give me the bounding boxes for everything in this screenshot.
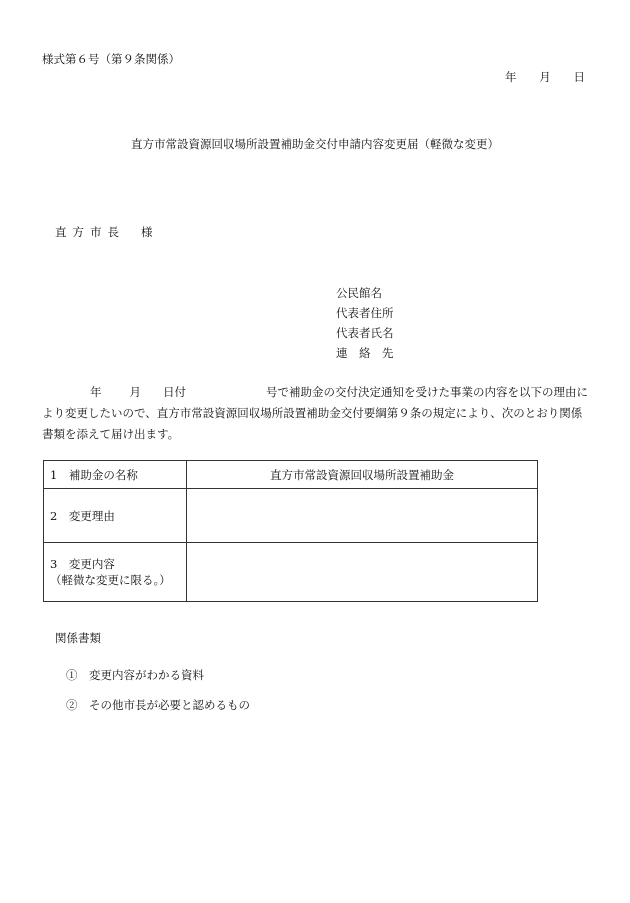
application-items-table [43,460,538,602]
body-paragraph [42,382,588,445]
applicant-field-contact: 連 絡 先 [336,346,394,360]
applicant-field-rep-address: 代表者住所 [336,306,394,320]
addressee-honorific: 様 [141,225,153,239]
table-row [44,489,538,543]
addressee-mayor: 直方市長 [55,225,125,239]
table-row [44,461,538,489]
body-text: 号で補助金の交付決定通知を受けた事業の内容を以下の理由により変更したいので、直方市常設資源回収場所設置補助金交付要綱第９条の規定により、次のとおり関係書類を添えて届け出ます。 [42,385,588,441]
submission-date-line [505,69,585,85]
document-title: 直方市常設資源回収場所設置補助金交付申請内容変更届（軽微な変更） [131,137,499,151]
attachments-heading: 関係書類 [55,631,101,645]
addressee [55,224,153,240]
form-number-label: 様式第６号（第９条関係） [42,52,180,66]
row-value-change-reason [187,489,538,543]
attachment-item-2: ② その他市長が必要と認めるもの [66,698,250,712]
row-label-change-content-sub: （軽微な変更に限る。） [50,573,171,587]
body-month: 月 [129,385,141,399]
row-value-change-content [187,543,538,602]
date-month: 月 [539,70,551,84]
applicant-field-rep-name: 代表者氏名 [336,326,394,340]
body-day: 日付 [163,385,186,399]
date-day: 日 [573,70,585,84]
row-label-change-content [44,543,187,602]
body-year: 年 [90,385,102,399]
row-value-subsidy-name: 直方市常設資源回収場所設置補助金 [187,461,538,489]
row-label-change-content-main: 3 変更内容 [50,557,115,571]
applicant-field-hall-name: 公民館名 [336,286,382,300]
table-row [44,543,538,602]
date-year: 年 [505,70,517,84]
row-label-subsidy-name: 1 補助金の名称 [44,461,187,489]
attachment-item-1: ① 変更内容がわかる資料 [66,668,204,682]
row-label-change-reason: 2 変更理由 [44,489,187,543]
applicant-block [336,283,394,363]
attachments-list [66,660,250,720]
